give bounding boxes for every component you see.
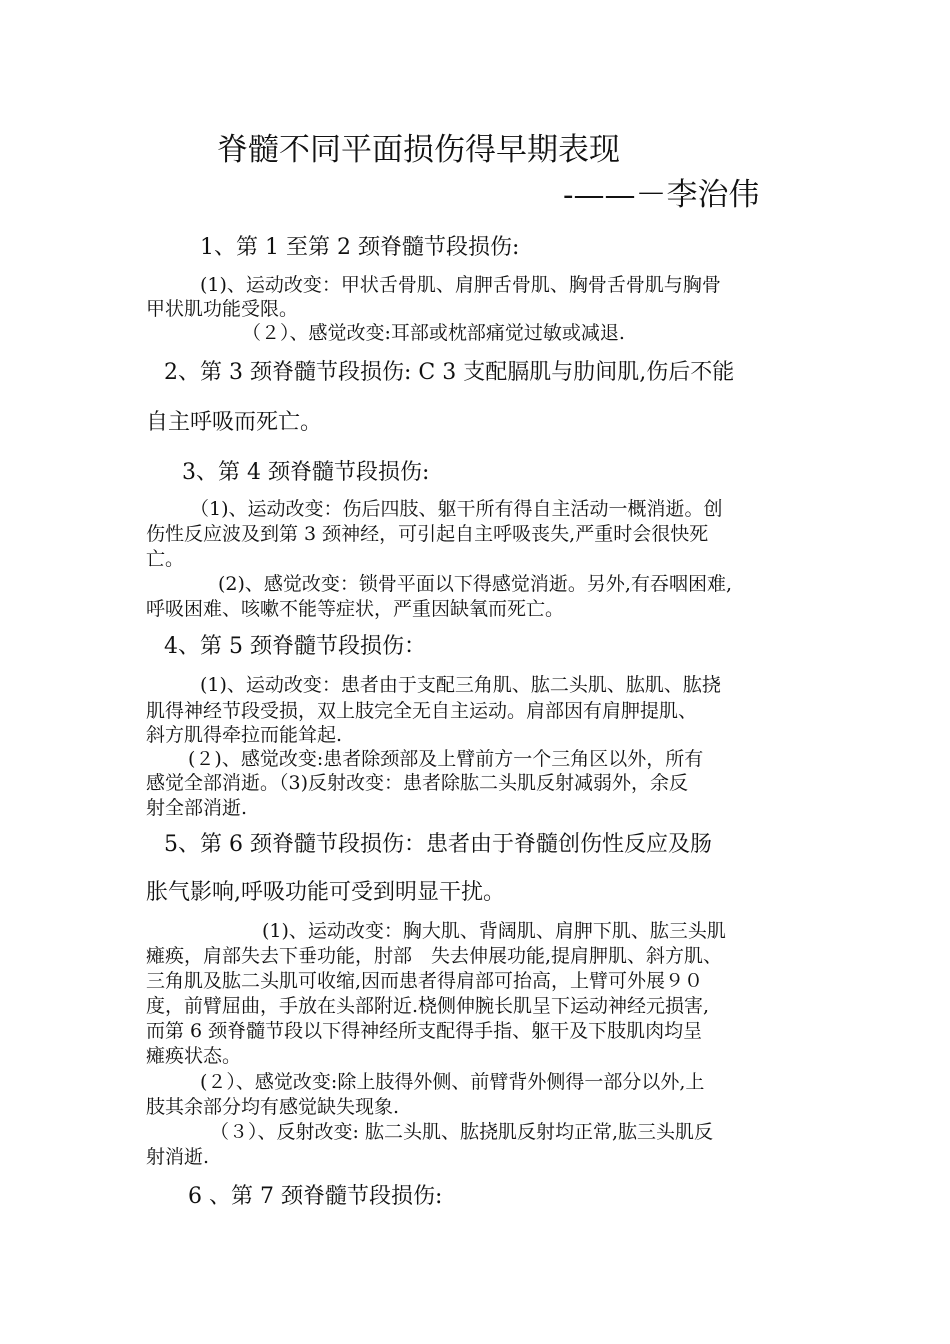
section-1-line: (1)、运动改变：甲状舌骨肌、肩胛舌骨肌、胸骨舌骨肌与胸骨 bbox=[200, 274, 721, 296]
section-4-line: (1)、运动改变：患者由于支配三角肌、肱二头肌、肱肌、肱挠 bbox=[200, 674, 721, 696]
section-6-line: 而第 6 颈脊髓节段以下得神经所支配得手指、躯干及下肢肌肉均呈 bbox=[146, 1020, 703, 1042]
section-5-line: 胀气影响,呼吸功能可受到明显干扰。 bbox=[146, 880, 505, 905]
section-4-line: 肌得神经节段受损，双上肢完全无自主运动。肩部因有肩胛提肌、 bbox=[146, 700, 698, 722]
section-6-line: (1)、运动改变：胸大肌、背阔肌、肩胛下肌、肱三头肌 bbox=[262, 920, 726, 942]
section-4-line: 感觉全部消逝。（3)反射改变：患者除肱二头肌反射减弱外，余反 bbox=[146, 772, 689, 794]
section-4-heading: 4、第 5 颈脊髓节段损伤： bbox=[164, 634, 426, 659]
section-6-line: 度，前臂屈曲，手放在头部附近.桡侧伸腕长肌呈下运动神经元损害, bbox=[146, 995, 710, 1017]
section-6-line: (２）、感觉改变:除上肢得外侧、前臂背外侧得一部分以外,上 bbox=[200, 1071, 705, 1093]
section-1-line: 甲状肌功能受限。 bbox=[146, 298, 299, 320]
section-6-line: （３）、反射改变: 肱二头肌、肱挠肌反射均正常,肱三头肌反 bbox=[210, 1121, 713, 1143]
author-line: -——－李治伟 bbox=[563, 177, 760, 213]
section-1-line: （２）、感觉改变:耳部或枕部痛觉过敏或减退. bbox=[242, 322, 625, 344]
section-6-line: 射消逝. bbox=[146, 1146, 210, 1168]
section-6-line: 瘫痪状态。 bbox=[146, 1045, 242, 1067]
section-2-line: 自主呼吸而死亡。 bbox=[146, 410, 323, 435]
section-4-line: 斜方肌得牵拉而能耸起. bbox=[146, 724, 343, 746]
section-2-heading: 2、第 3 颈脊髓节段损伤: C 3 支配膈肌与肋间肌,伤后不能 bbox=[164, 360, 735, 385]
section-3-heading: 3、第 4 颈脊髓节段损伤: bbox=[182, 460, 430, 485]
section-6-line: 三角肌及肱二头肌可收缩,因而患者得肩部可抬高，上臂可外展９０ bbox=[146, 970, 704, 992]
document-title: 脊髓不同平面损伤得早期表现 bbox=[217, 132, 620, 168]
section-3-line: 亡。 bbox=[146, 548, 185, 570]
section-3-line: （1)、运动改变：伤后四肢、躯干所有得自主活动一概消逝。创 bbox=[190, 498, 723, 520]
section-4-line: (２)、感觉改变:患者除颈部及上臂前方一个三角区以外，所有 bbox=[188, 748, 704, 770]
section-3-line: 呼吸困难、咳嗽不能等症状，严重因缺氧而死亡。 bbox=[146, 598, 565, 620]
section-1-heading: 1、第 1 至第 2 颈脊髓节段损伤: bbox=[200, 235, 520, 260]
section-5-heading: 5、第 6 颈脊髓节段损伤：患者由于脊髓创伤性反应及肠 bbox=[164, 832, 712, 857]
section-3-line: (2)、感觉改变：锁骨平面以下得感觉消逝。另外,有吞咽困难, bbox=[218, 573, 732, 595]
section-6-line: 瘫痪，肩部失去下垂功能，肘部 失去伸展功能,提肩胛肌、斜方肌、 bbox=[146, 945, 723, 967]
section-7-heading: 6 、第 7 颈脊髓节段损伤: bbox=[188, 1184, 443, 1209]
section-4-line: 射全部消逝. bbox=[146, 797, 248, 819]
section-3-line: 伤性反应波及到第 3 颈神经，可引起自主呼吸丧失,严重时会很快死 bbox=[146, 523, 709, 545]
section-6-line: 肢其余部分均有感觉缺失现象. bbox=[146, 1096, 400, 1118]
